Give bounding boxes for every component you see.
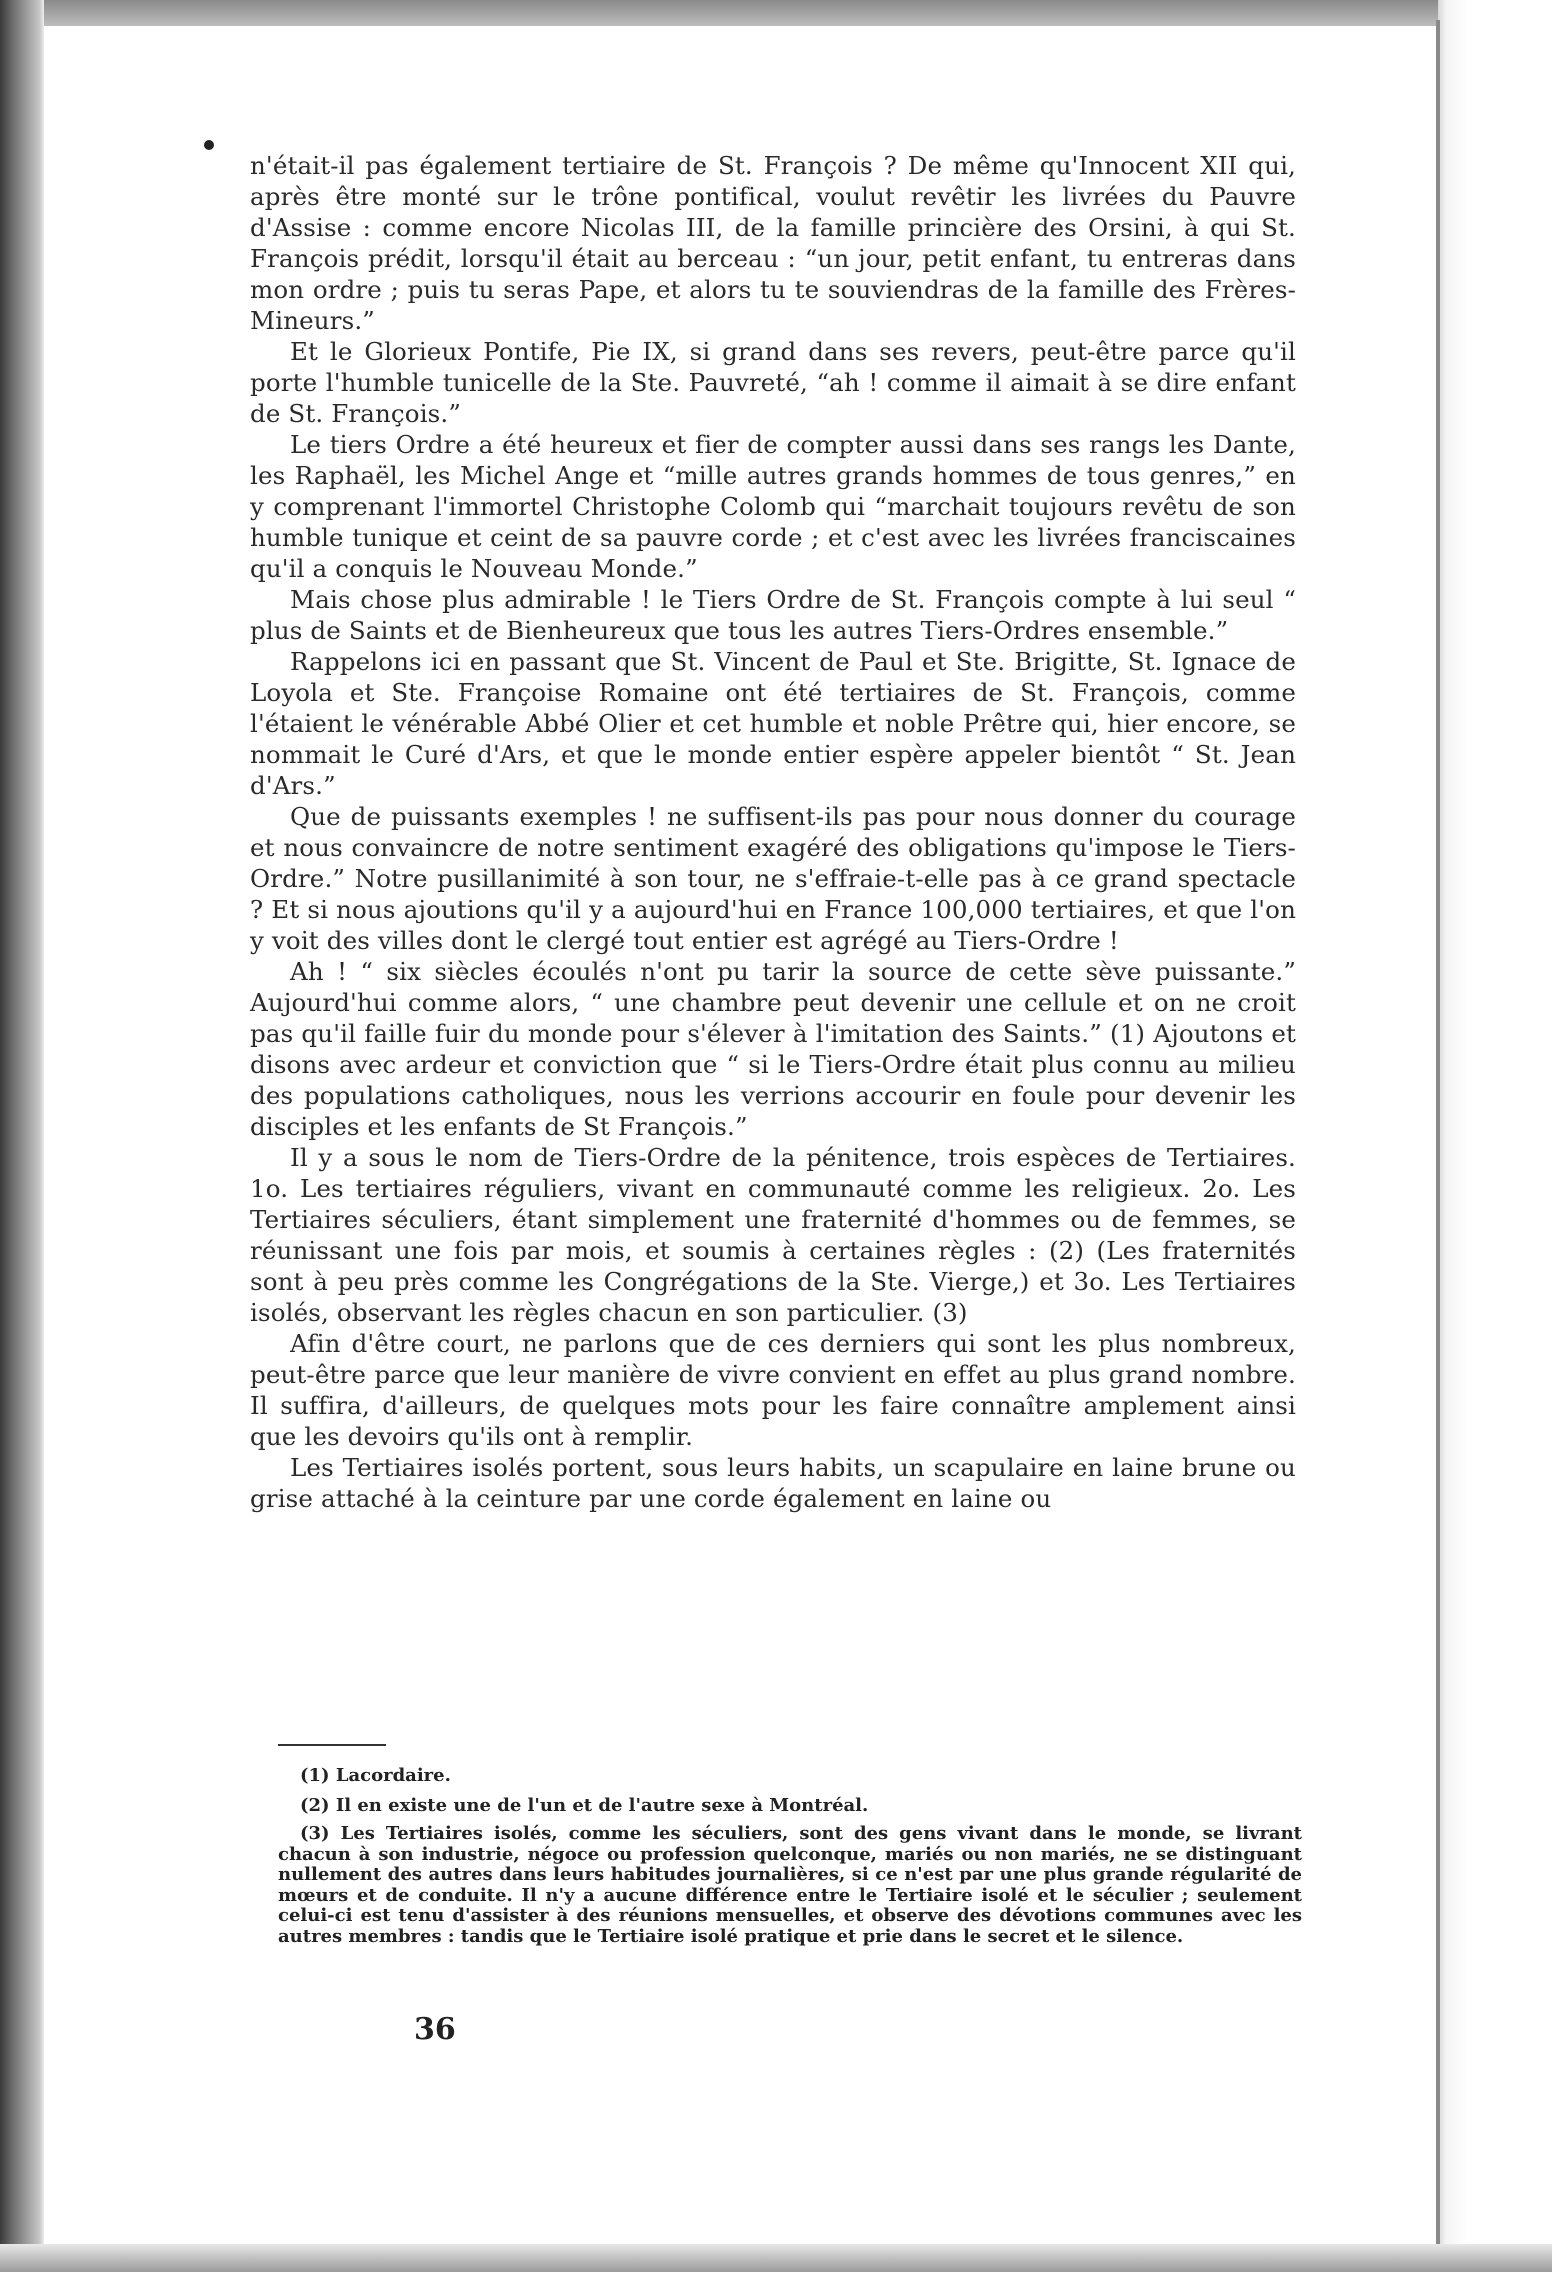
- footnote-separator: [278, 1744, 386, 1746]
- scan-frame-left: [0, 0, 44, 2272]
- scan-frame-bottom: [0, 2244, 1552, 2272]
- scan-frame-top: [0, 0, 1552, 26]
- paragraph: Afin d'être court, ne parlons que de ces derniers qui sont les plus nombreux, peut-être parce que leur manière de vivre convient en effet au plus grand nombre. Il suffira, d'ailleurs, de quelques mots pour les faire connaître amplement ainsi que les devoirs qu'ils ont à remplir.: [250, 1329, 1296, 1451]
- footnote: (1) Lacordaire.: [300, 1765, 451, 1786]
- paragraph: Que de puissants exemples ! ne suffisent-ils pas pour nous donner du courage et nous convaincre de notre sentiment exagéré des obligations qu'impose le Tiers-Ordre.” Notre pusillanimité à son tour, ne s'effraie-t-elle pas à ce grand spectacle ? Et si nous ajoutions qu'il y a aujourd'hui en France 100,000 tertiaires, et que l'on y voit des villes dont le clergé tout entier est agrégé au Tiers-Ordre !: [250, 802, 1296, 955]
- body-text: [250, 150, 1296, 1514]
- paragraph: Et le Glorieux Pontife, Pie IX, si grand dans ses revers, peut-être parce qu'il porte l'humble tunicelle de la Ste. Pauvreté, “ah ! comme il aimait à se dire enfant de St. François.”: [250, 337, 1296, 428]
- paragraph: Rappelons ici en passant que St. Vincent de Paul et Ste. Brigitte, St. Ignace de Loyola et Ste. Françoise Romaine ont été tertiaires de St. François, comme l'étaient le vénérable Abbé Olier et cet humble et noble Prêtre qui, hier encore, se nommait le Curé d'Ars, et que le monde entier espère appeler bientôt “ St. Jean d'Ars.”: [250, 647, 1296, 800]
- paragraph: Il y a sous le nom de Tiers-Ordre de la pénitence, trois espèces de Tertiaires. 1o. Les tertiaires réguliers, vivant en communauté comme les religieux. 2o. Les Tertiaires séculiers, étant simplement une fraternité d'hommes ou de femmes, se réunissant une fois par mois, et soumis à certaines règles : (2) (Les fraternités sont à peu près comme les Congrégations de la Ste. Vierge,) et 3o. Les Tertiaires isolés, observant les règles chacun en son particulier. (3): [250, 1143, 1296, 1327]
- footnotes: [278, 1764, 1302, 1953]
- margin-dot: [204, 140, 214, 150]
- footnote: (2) Il en existe une de l'un et de l'autre sexe à Montréal.: [300, 1795, 869, 1816]
- scan-frame-right-edge: [1436, 20, 1440, 2250]
- paragraph: Mais chose plus admirable ! le Tiers Ordre de St. François compte à lui seul “ plus de Saints et de Bienheureux que tous les autres Tiers-Ordres ensemble.”: [250, 585, 1296, 645]
- paragraph: Les Tertiaires isolés portent, sous leurs habits, un scapulaire en laine brune ou grise attaché à la ceinture par une corde également en laine ou: [250, 1453, 1296, 1513]
- scan-frame-right: [1438, 0, 1552, 2272]
- paragraph: Ah ! “ six siècles écoulés n'ont pu tarir la source de cette sève puissante.” Aujourd'hui comme alors, “ une chambre peut devenir une cellule et on ne croit pas qu'il faille fuir du monde pour s'élever à l'imitation des Saints.” (1) Ajoutons et disons avec ardeur et conviction que “ si le Tiers-Ordre était plus connu au milieu des populations catholiques, nous les verrions accourir en foule pour devenir les disciples et les enfants de St François.”: [250, 957, 1296, 1141]
- page-number: 36: [414, 2012, 456, 2047]
- paragraph: Le tiers Ordre a été heureux et fier de compter aussi dans ses rangs les Dante, les Raphaël, les Michel Ange et “mille autres grands hommes de tous genres,” en y comprenant l'immortel Christophe Colomb qui “marchait toujours revêtu de son humble tunique et ceint de sa pauvre corde ; et c'est avec les livrées franciscaines qu'il a conquis le Nouveau Monde.”: [250, 430, 1296, 583]
- footnote: (3) Les Tertiaires isolés, comme les séculiers, sont des gens vivant dans le monde, se livrant chacun à son industrie, négoce ou profession quelconque, mariés ou non mariés, ne se distinguant nullement des autres dans leurs habitudes journalières, si ce n'est par une plus grande régularité de mœurs et de conduite. Il n'y a aucune différence entre le Tertiaire isolé et le séculier ; seulement celui-ci est tenu d'assister à des réunions mensuelles, et observe des dévotions communes avec les autres membres : tandis que le Tertiaire isolé pratique et prie dans le secret et le silence.: [278, 1823, 1302, 1947]
- paragraph: n'était-il pas également tertiaire de St. François ? De même qu'Innocent XII qui, après être monté sur le trône pontifical, voulut revêtir les livrées du Pauvre d'Assise : comme encore Nicolas III, de la famille princière des Orsini, à qui St. François prédit, lorsqu'il était au berceau : “un jour, petit enfant, tu entreras dans mon ordre ; puis tu seras Pape, et alors tu te souviendras de la famille des Frères-Mineurs.”: [250, 151, 1296, 335]
